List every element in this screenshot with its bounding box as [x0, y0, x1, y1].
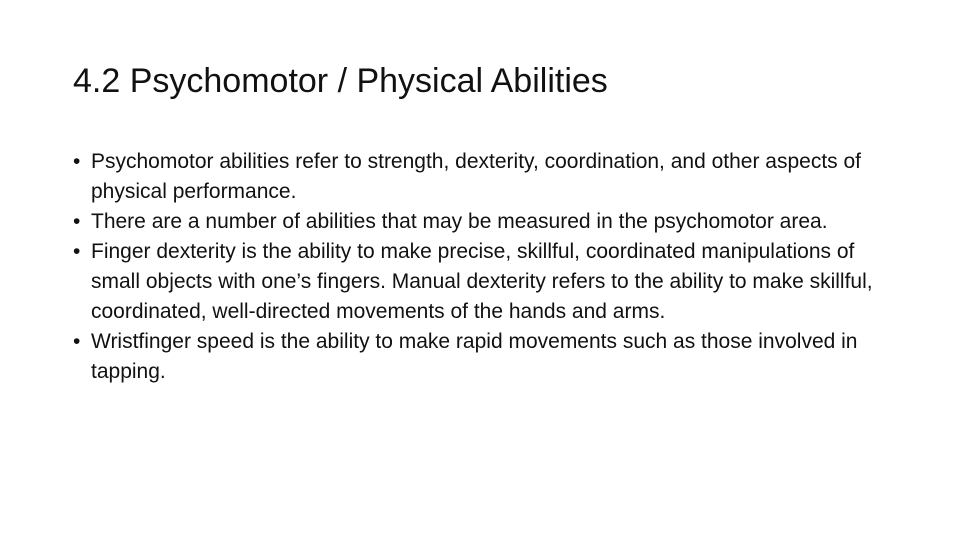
- slide-title: 4.2 Psychomotor / Physical Abilities: [73, 62, 608, 100]
- bullet-text: Psychomotor abilities refer to strength, dexterity, coordination, and other aspects of physical performance.: [91, 150, 862, 203]
- bullet-item: [73, 207, 893, 237]
- bullet-item: [73, 327, 893, 387]
- bullet-icon: •: [73, 210, 81, 233]
- bullet-icon: •: [73, 330, 81, 353]
- bullet-icon: •: [73, 240, 81, 263]
- bullet-text: Finger dexterity is the ability to make precise, skillful, coordinated manipulations of small objects with one’s fingers. Manual dexterity refers to the ability to make skillful, coordinated, well-directed movements of the hands and arms.: [91, 240, 873, 323]
- bullet-list: [73, 147, 893, 387]
- bullet-text: Wristfinger speed is the ability to make rapid movements such as those involved in tapping.: [91, 330, 858, 383]
- bullet-icon: •: [73, 150, 81, 173]
- bullet-item: [73, 147, 893, 207]
- bullet-item: [73, 237, 893, 327]
- bullet-text: There are a number of abilities that may be measured in the psychomotor area.: [91, 210, 828, 233]
